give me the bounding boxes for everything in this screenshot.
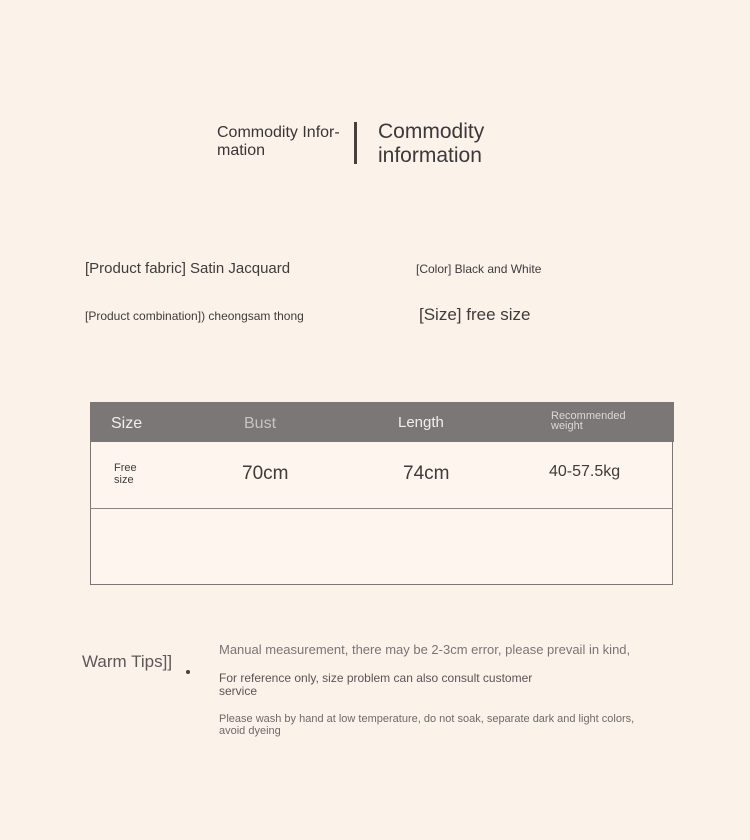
section-title-right: Commodity information — [378, 120, 485, 167]
tip-reference: For reference only, size problem can also consult customer service — [219, 671, 533, 698]
tip-measurement: Manual measurement, there may be 2-3cm error, please prevail in kind, — [219, 642, 631, 657]
cell-bust: 70cm — [242, 463, 289, 484]
section-title-left: Commodity Infor- mation — [217, 124, 340, 159]
bullet-dot — [186, 670, 190, 674]
table-row-divider — [90, 508, 673, 509]
info-fabric: [Product fabric] Satin Jacquard — [85, 260, 291, 277]
warm-tips-title: Warm Tips]] — [82, 652, 173, 671]
info-size: [Size] free size — [419, 305, 531, 324]
title-divider — [354, 122, 357, 164]
tip-washing: Please wash by hand at low temperature, do not soak, separate dark and light colors, avoid dyeing — [219, 713, 635, 737]
header-bust: Bust — [244, 415, 277, 432]
header-length: Length — [398, 414, 444, 431]
header-size: Size — [111, 415, 143, 432]
info-combination: [Product combination]) cheongsam thong — [85, 309, 304, 323]
cell-size: Free size — [114, 462, 137, 486]
cell-length: 74cm — [403, 463, 450, 484]
header-recommended-weight: Recommended weight — [551, 410, 626, 432]
cell-weight: 40-57.5kg — [549, 463, 621, 480]
info-color: [Color] Black and White — [416, 262, 542, 276]
